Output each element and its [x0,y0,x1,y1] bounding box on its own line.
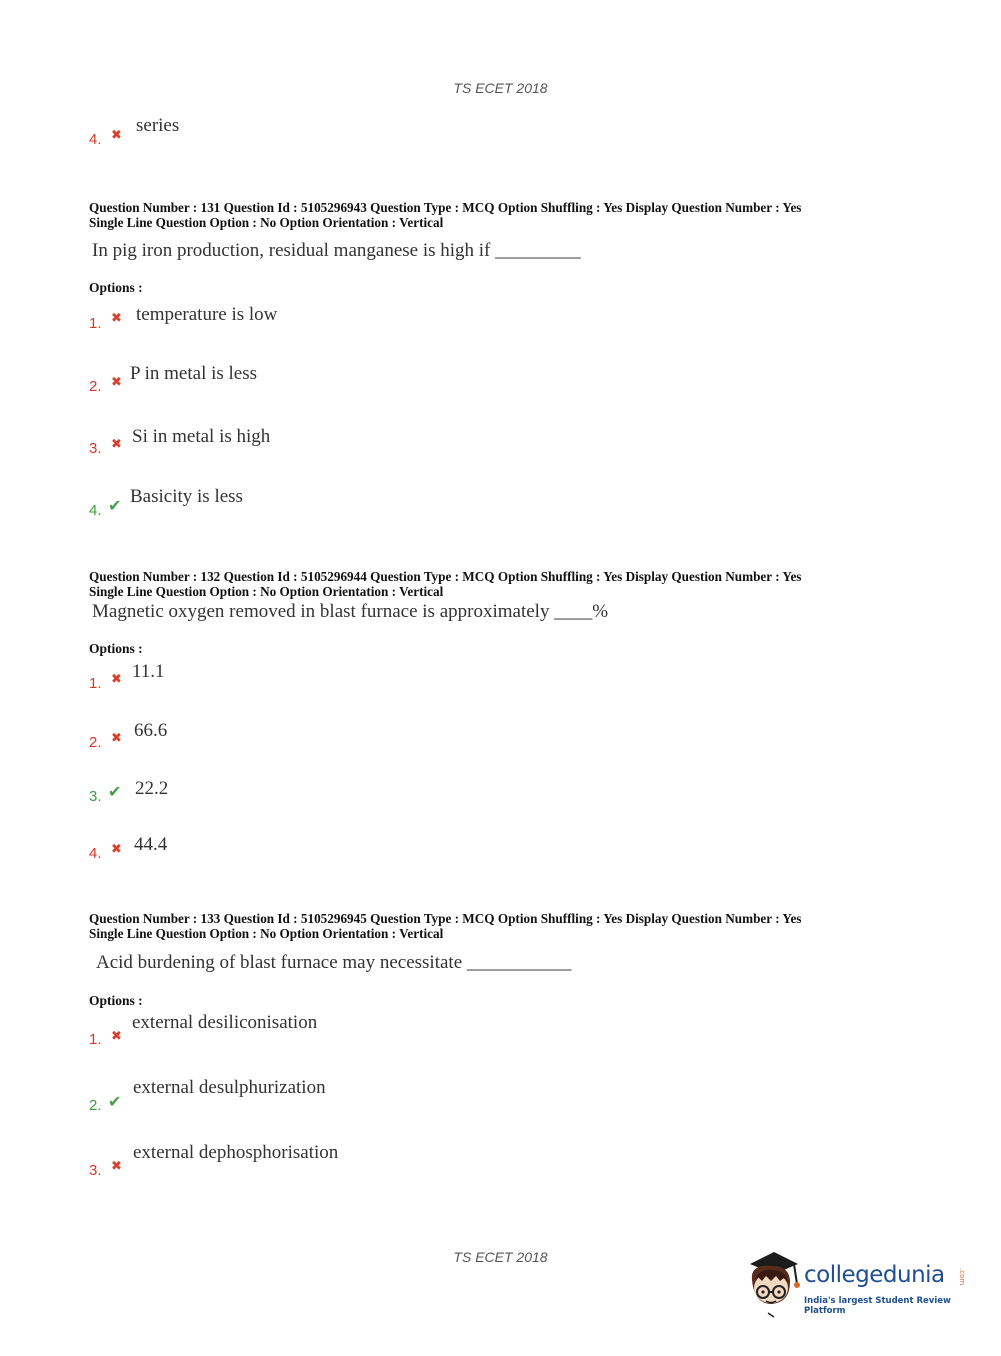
option-number: 2. [89,378,102,395]
meta-line-1: Question Number : 132 Question Id : 5105296944 Question Type : MCQ Option Shuffling : Yes Display Question Number : Yes [89,569,802,584]
question-132-meta [89,569,909,599]
option-text: series [136,115,180,136]
option-text: 11.1 [132,661,165,682]
question-131-text: In pig iron production, residual manganese is high if _________ [92,240,581,261]
option-text: temperature is low [136,304,278,325]
option-number: 3. [89,440,102,457]
option-number: 4. [89,845,102,862]
meta-line-2: Single Line Question Option : No Option Orientation : Vertical [89,584,444,599]
check-icon: ✔ [108,496,122,515]
page-header: TS ECET 2018 [453,80,548,96]
option-text: P in metal is less [130,363,258,384]
meta-line-1: Question Number : 133 Question Id : 5105296945 Question Type : MCQ Option Shuffling : Yes Display Question Number : Yes [89,911,802,926]
student-mascot-icon [744,1250,804,1320]
option-text: Si in metal is high [132,426,271,447]
option-number: 4. [89,131,102,148]
cross-icon: ✖ [111,731,122,746]
option-number: 2. [89,734,102,751]
option-text: 44.4 [134,834,168,855]
meta-line-1: Question Number : 131 Question Id : 5105296943 Question Type : MCQ Option Shuffling : Yes Display Question Number : Yes [89,200,802,215]
question-133-meta [89,911,909,941]
option-number: 1. [89,1031,102,1048]
cross-icon: ✖ [111,1159,122,1174]
cross-icon: ✖ [111,375,122,390]
option-text: external dephosphorisation [133,1142,339,1163]
check-icon: ✔ [108,1092,122,1111]
option-number: 3. [89,1162,102,1179]
option-number: 3. [89,788,102,805]
brand-tagline: India's largest Student Review Platform [804,1296,951,1316]
page-footer: TS ECET 2018 [453,1249,548,1265]
options-label: Options : [89,993,143,1008]
option-text: 66.6 [134,720,168,741]
cross-icon: ✖ [111,311,122,326]
options-label: Options : [89,280,143,295]
options-label: Options : [89,641,143,656]
question-132-text: Magnetic oxygen removed in blast furnace is approximately ____% [92,601,609,622]
brand-name: collegedunia [804,1262,945,1288]
cross-icon: ✖ [111,1029,122,1044]
option-number: 2. [89,1097,102,1114]
option-text: external desiliconisation [132,1012,318,1033]
cross-icon: ✖ [111,842,122,857]
option-text: external desulphurization [133,1077,326,1098]
option-number: 4. [89,502,102,519]
option-number: 1. [89,315,102,332]
cross-icon: ✖ [111,437,122,452]
meta-line-2: Single Line Question Option : No Option Orientation : Vertical [89,215,444,230]
option-number: 1. [89,675,102,692]
meta-line-2: Single Line Question Option : No Option Orientation : Vertical [89,926,444,941]
option-text: 22.2 [135,778,169,799]
brand-suffix: .com [958,1268,966,1286]
question-131-meta [89,200,909,230]
collegedunia-logo [744,1250,974,1320]
cross-icon: ✖ [111,672,122,687]
option-text: Basicity is less [130,486,243,507]
cross-icon: ✖ [111,128,122,143]
question-133-text: Acid burdening of blast furnace may necessitate ___________ [96,952,572,973]
check-icon: ✔ [108,782,122,801]
